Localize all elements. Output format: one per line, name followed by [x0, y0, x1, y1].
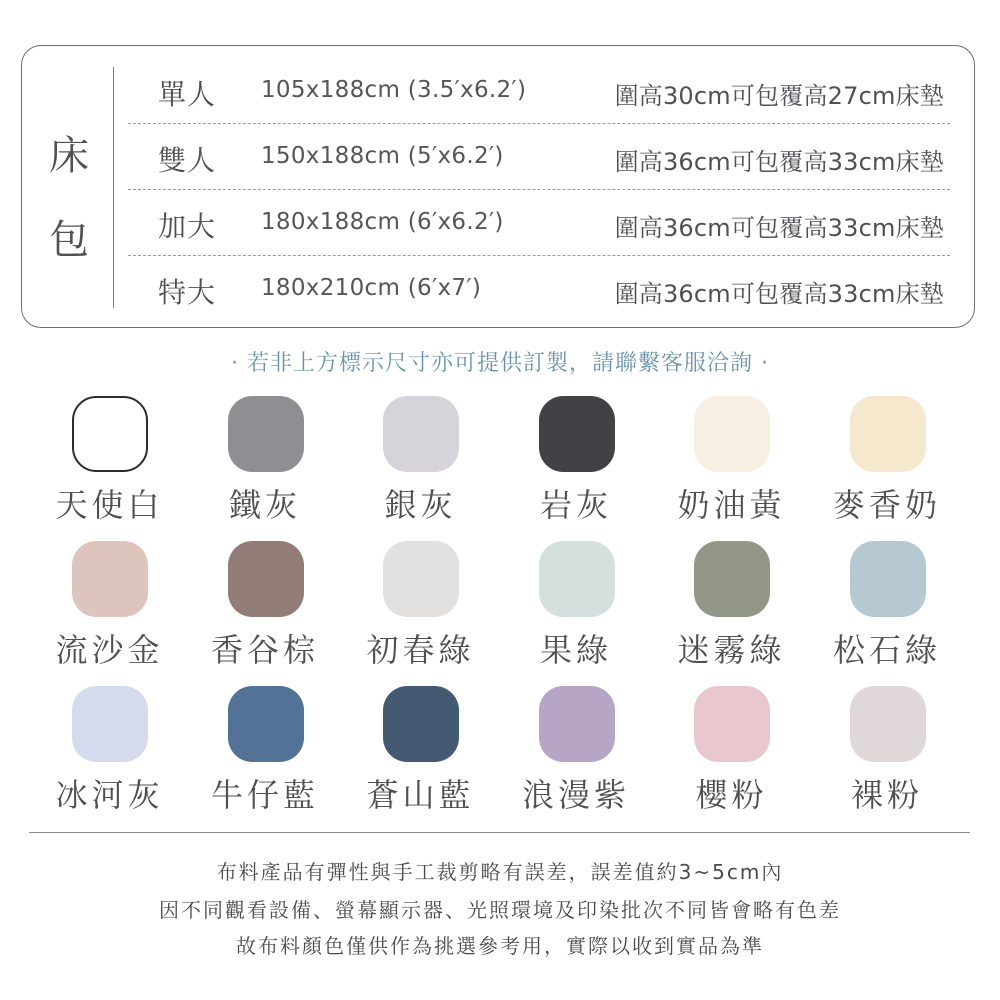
color-option	[810, 396, 965, 526]
size-fit: 圍高30cm可包覆高27cm床墊	[614, 82, 944, 110]
size-row-king	[128, 256, 950, 322]
color-name: 浪漫紫	[521, 776, 630, 814]
color-name: 香谷棕	[210, 631, 319, 669]
color-name: 鐵灰	[228, 486, 301, 524]
category-title: 床包	[49, 133, 89, 263]
color-swatch	[694, 541, 770, 617]
color-option	[499, 686, 654, 816]
color-swatch	[694, 396, 770, 472]
color-option	[499, 396, 654, 526]
color-name: 岩灰	[539, 486, 612, 524]
color-swatch	[383, 396, 459, 472]
size-row-queen	[128, 190, 950, 256]
size-dimensions: 105x188cm (3.5′x6.2′)	[261, 77, 527, 103]
color-swatch	[850, 396, 926, 472]
color-name: 銀灰	[384, 486, 457, 524]
disclaimer-line-1: 布料產品有彈性與手工裁剪略有誤差，誤差值約3~5cm內	[216, 860, 784, 884]
size-fit: 圍高36cm可包覆高33cm床墊	[614, 214, 944, 242]
color-option	[810, 686, 965, 816]
color-option	[188, 396, 343, 526]
size-dimensions: 180x210cm (6′x7′)	[261, 275, 482, 301]
color-swatch	[228, 396, 304, 472]
category-divider	[113, 67, 114, 308]
color-option	[32, 686, 187, 816]
bottom-divider	[29, 832, 970, 833]
size-row-double	[128, 124, 950, 190]
color-swatch	[383, 541, 459, 617]
color-swatch	[850, 686, 926, 762]
color-name: 流沙金	[55, 631, 164, 669]
size-name: 雙人	[158, 144, 217, 177]
size-fit: 圍高36cm可包覆高33cm床墊	[614, 148, 944, 176]
color-swatch	[72, 396, 148, 472]
color-swatch	[72, 686, 148, 762]
color-option	[654, 541, 809, 671]
size-dimensions: 180x188cm (6′x6.2′)	[261, 209, 504, 235]
color-swatch	[539, 396, 615, 472]
color-name: 牛仔藍	[210, 776, 319, 814]
color-swatch	[383, 686, 459, 762]
size-row-single	[128, 58, 950, 124]
color-option	[499, 541, 654, 671]
color-swatch	[72, 541, 148, 617]
disclaimer-line-2: 因不同觀看設備、螢幕顯示器、光照環境及印染批次不同皆會略有色差	[159, 898, 841, 922]
size-name: 加大	[158, 210, 217, 243]
size-table-card	[21, 45, 975, 328]
color-name: 櫻粉	[695, 776, 768, 814]
color-option	[343, 396, 498, 526]
color-option	[32, 541, 187, 671]
color-swatch	[228, 686, 304, 762]
color-swatch	[850, 541, 926, 617]
color-name: 松石綠	[832, 631, 941, 669]
color-option	[188, 541, 343, 671]
color-name: 迷霧綠	[677, 631, 786, 669]
color-option	[654, 686, 809, 816]
color-option	[32, 396, 187, 526]
color-name: 冰河灰	[55, 776, 164, 814]
size-name: 單人	[158, 78, 217, 111]
color-option	[810, 541, 965, 671]
color-option	[343, 686, 498, 816]
size-dimensions: 150x188cm (5′x6.2′)	[261, 143, 504, 169]
color-option	[343, 541, 498, 671]
color-name: 果綠	[539, 631, 612, 669]
custom-order-note: · 若非上方標示尺寸亦可提供訂製，請聯繫客服洽詢 ·	[231, 351, 769, 376]
disclaimer-line-3: 故布料顏色僅供作為挑選參考用，實際以收到實品為準	[236, 934, 764, 958]
color-option	[188, 686, 343, 816]
size-fit: 圍高36cm可包覆高33cm床墊	[614, 280, 944, 308]
color-name: 初春綠	[366, 631, 475, 669]
color-name: 裸粉	[850, 776, 923, 814]
color-name: 麥香奶	[832, 486, 941, 524]
color-name: 奶油黃	[677, 486, 786, 524]
color-name: 天使白	[55, 486, 164, 524]
size-name: 特大	[158, 276, 217, 309]
color-option	[654, 396, 809, 526]
color-swatch	[694, 686, 770, 762]
color-name: 蒼山藍	[366, 776, 475, 814]
color-swatch	[539, 541, 615, 617]
color-swatch	[539, 686, 615, 762]
color-swatch	[228, 541, 304, 617]
